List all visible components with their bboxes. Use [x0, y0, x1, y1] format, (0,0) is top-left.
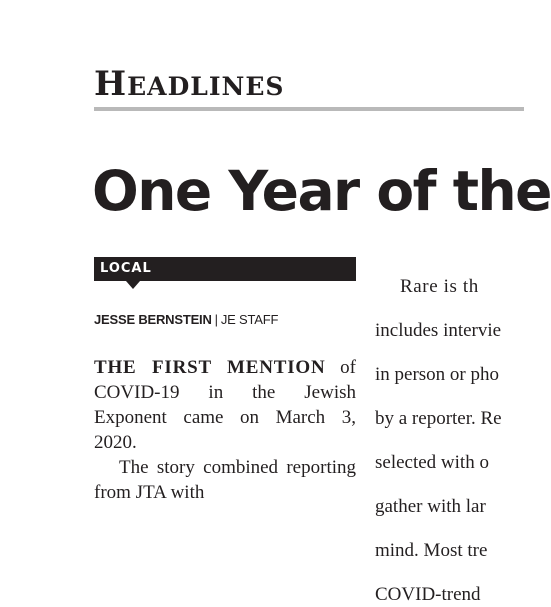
category-tag-pointer: [126, 281, 140, 289]
paragraph-1: [94, 355, 356, 455]
byline-separator: |: [214, 312, 218, 327]
section-heading-rest: EADLINES: [127, 72, 285, 101]
column-2-line: includes intervie: [375, 320, 502, 341]
column-2-line: in person or pho: [375, 364, 500, 385]
column-2-line: selected with o: [375, 452, 489, 473]
article-column-2: [375, 255, 512, 605]
column-2-line: mind. Most tre: [375, 540, 488, 561]
paragraph-1-text: of COVID-19 in the Jewish Exponent came on March 3, 2020.: [94, 357, 356, 453]
category-label: LOCAL: [100, 261, 152, 276]
category-tag: [94, 257, 356, 281]
author-name: JESSE BERNSTEIN: [94, 312, 212, 327]
article-headline: One Year of the: [92, 159, 551, 223]
column-2-line: COVID-trend: [375, 584, 481, 605]
section-divider: [94, 107, 524, 111]
section-heading-initial: H: [94, 64, 128, 104]
lede-text: THE FIRST MENTION: [94, 357, 326, 378]
column-2-line: by a reporter. Re: [375, 408, 502, 429]
section-heading: [94, 64, 285, 107]
column-2-line: Rare is th: [400, 276, 479, 297]
paragraph-2: The story combined reporting from JTA with: [94, 457, 356, 503]
author-affiliation: JE STAFF: [220, 312, 279, 327]
article-column-1: [94, 355, 356, 505]
column-2-line: gather with lar: [375, 496, 486, 517]
byline: [94, 312, 278, 328]
